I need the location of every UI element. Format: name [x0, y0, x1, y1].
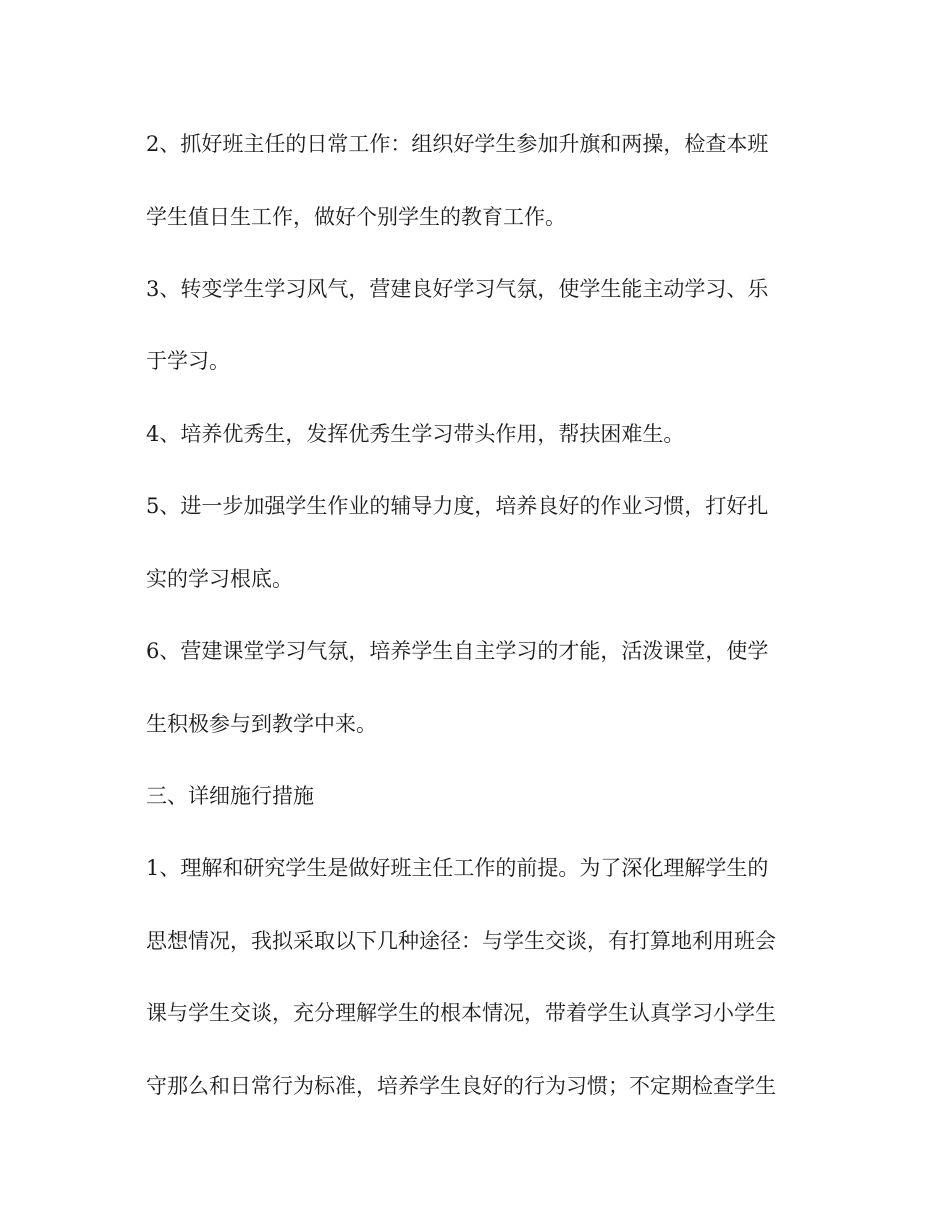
text-line: 2、抓好班主任的日常工作：组织好学生参加升旗和两操，检查本班 [146, 132, 769, 156]
section-heading: 三、详细施行措施 [146, 784, 314, 808]
text-line: 3、转变学生学习风气，营建良好学习气氛，使学生能主动学习、乐 [146, 277, 769, 301]
text-line: 5、进一步加强学生作业的辅导力度，培养良好的作业习惯，打好扎 [146, 494, 769, 518]
text-line: 1、理解和研究学生是做好班主任工作的前提。为了深化理解学生的 [146, 856, 769, 880]
text-line: 思想情况，我拟采取以下几种途径：与学生交谈，有打算地利用班会 [146, 929, 776, 953]
text-line: 守那么和日常行为标准，培养学生良好的行为习惯；不定期检查学生 [146, 1074, 776, 1098]
text-line: 学生值日生工作，做好个别学生的教育工作。 [146, 205, 566, 229]
text-line: 于学习。 [146, 349, 230, 373]
text-line: 实的学习根底。 [146, 567, 293, 591]
text-line: 课与学生交谈，充分理解学生的根本情况，带着学生认真学习小学生 [146, 1001, 776, 1025]
text-line: 6、营建课堂学习气氛，培养学生自主学习的才能，活泼课堂，使学 [146, 639, 769, 663]
text-line: 4、培养优秀生，发挥优秀生学习带头作用，帮扶困难生。 [146, 422, 685, 446]
text-line: 生积极参与到教学中来。 [146, 712, 377, 736]
